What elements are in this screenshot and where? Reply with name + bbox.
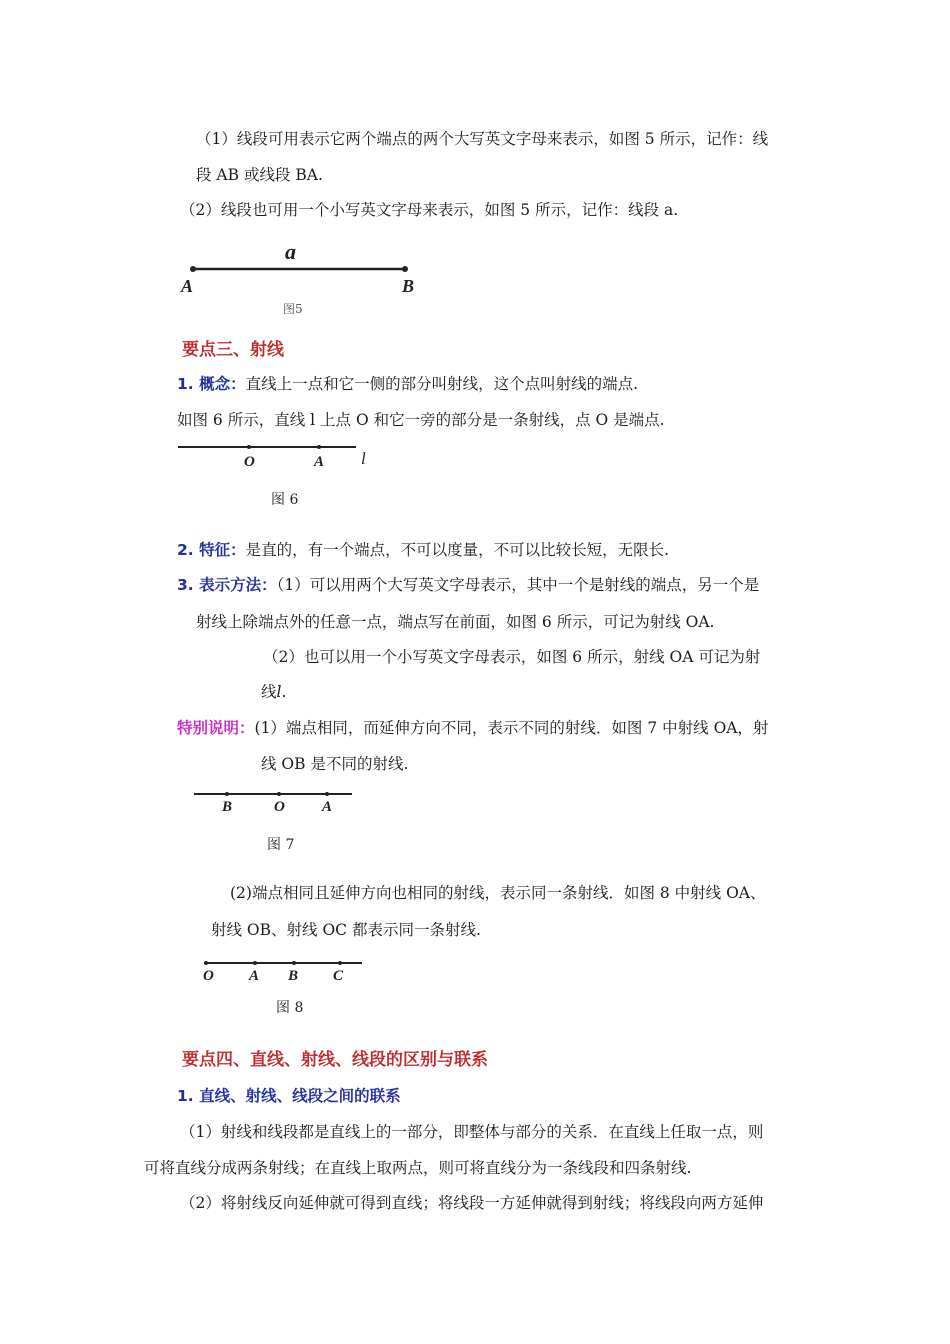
concept-label: 1. 概念：	[177, 375, 246, 393]
fig5-label-a: a	[285, 239, 296, 264]
fig7-caption: 图 7	[267, 837, 295, 853]
notation-var-l: l	[276, 683, 282, 701]
section-heading-3: 要点三、射线	[182, 340, 284, 360]
notation-text-3: （2）也可以用一个小写英文字母表示，如图 6 所示，射线 OA 可记为射	[263, 648, 761, 666]
paragraph-segment-notation-1-cont: 段 AB 或线段 BA.	[196, 166, 323, 184]
fig8-label-B: B	[288, 968, 299, 984]
fig8-label-A: A	[249, 968, 260, 984]
fig5-label-A: A	[181, 276, 194, 296]
fig6-label-O: O	[244, 454, 255, 470]
notation-text-2: 射线上除端点外的任意一点，端点写在前面，如图 6 所示，可记为射线 OA.	[196, 613, 715, 631]
fig8-label-O: O	[203, 968, 214, 984]
fig5-label-B: B	[402, 276, 415, 296]
fig6-label-A: A	[314, 454, 325, 470]
notation-text-4-pre: 线	[261, 683, 277, 701]
subheading-relations: 1. 直线、射线、线段之间的联系	[177, 1087, 401, 1105]
feature-line	[177, 540, 669, 560]
fig7-label-O: O	[274, 799, 285, 815]
relation-paragraph-1: （1）射线和线段都是直线上的一部分，即整体与部分的关系．在直线上任取一点，则	[180, 1123, 764, 1141]
paragraph-segment-notation-2: （2）线段也可用一个小写英文字母来表示，如图 5 所示，记作：线段 a.	[180, 201, 679, 219]
special-note-label: 特别说明：	[177, 719, 255, 737]
concept-line	[177, 374, 638, 394]
notation-label: 3. 表示方法：	[177, 576, 277, 594]
notation-text-4-post: .	[281, 683, 287, 701]
fig8-caption: 图 8	[276, 1000, 304, 1016]
figure-7-rays	[194, 786, 364, 820]
notation-line	[177, 575, 759, 595]
special-note-1: (1）端点相同，而延伸方向不同，表示不同的射线．如图 7 中射线 OA，射	[254, 719, 769, 737]
fig5-caption: 图5	[283, 302, 303, 316]
fig6-label-l: l	[361, 449, 366, 468]
fig7-label-A: A	[322, 799, 333, 815]
fig8-label-C: C	[333, 968, 344, 984]
special-note-2: (2)端点相同且延伸方向也相同的射线，表示同一条射线．如图 8 中射线 OA、	[230, 884, 766, 902]
relation-paragraph-1-cont: 可将直线分成两条射线；在直线上取两点，则可将直线分为一条线段和四条射线.	[144, 1159, 692, 1177]
special-note-2-cont: 射线 OB、射线 OC 都表示同一条射线.	[211, 921, 481, 939]
notation-text-4	[261, 682, 286, 702]
special-note-1-cont: 线 OB 是不同的射线.	[261, 755, 409, 773]
figure-8-rays	[200, 955, 370, 989]
feature-label: 2. 特征：	[177, 541, 246, 559]
figure-6-ray	[178, 438, 378, 478]
fig7-label-B: B	[222, 799, 233, 815]
fig6-caption: 图 6	[271, 492, 299, 508]
concept-example: 如图 6 所示，直线 l 上点 O 和它一旁的部分是一条射线，点 O 是端点.	[177, 411, 665, 429]
notation-text-1: （1）可以用两个大写英文字母表示，其中一个是射线的端点，另一个是	[276, 576, 760, 594]
relation-paragraph-2: （2）将射线反向延伸就可得到直线；将线段一方延伸就得到射线；将线段向两方延伸	[180, 1194, 764, 1212]
section-heading-4: 要点四、直线、射线、线段的区别与联系	[182, 1050, 488, 1070]
feature-text: 是直的，有一个端点，不可以度量，不可以比较长短，无限长.	[245, 541, 670, 559]
special-note-line	[177, 718, 768, 738]
concept-text: 直线上一点和它一侧的部分叫射线，这个点叫射线的端点.	[245, 375, 639, 393]
paragraph-segment-notation-1: （1）线段可用表示它两个端点的两个大写英文字母来表示，如图 5 所示，记作：线	[196, 130, 769, 148]
